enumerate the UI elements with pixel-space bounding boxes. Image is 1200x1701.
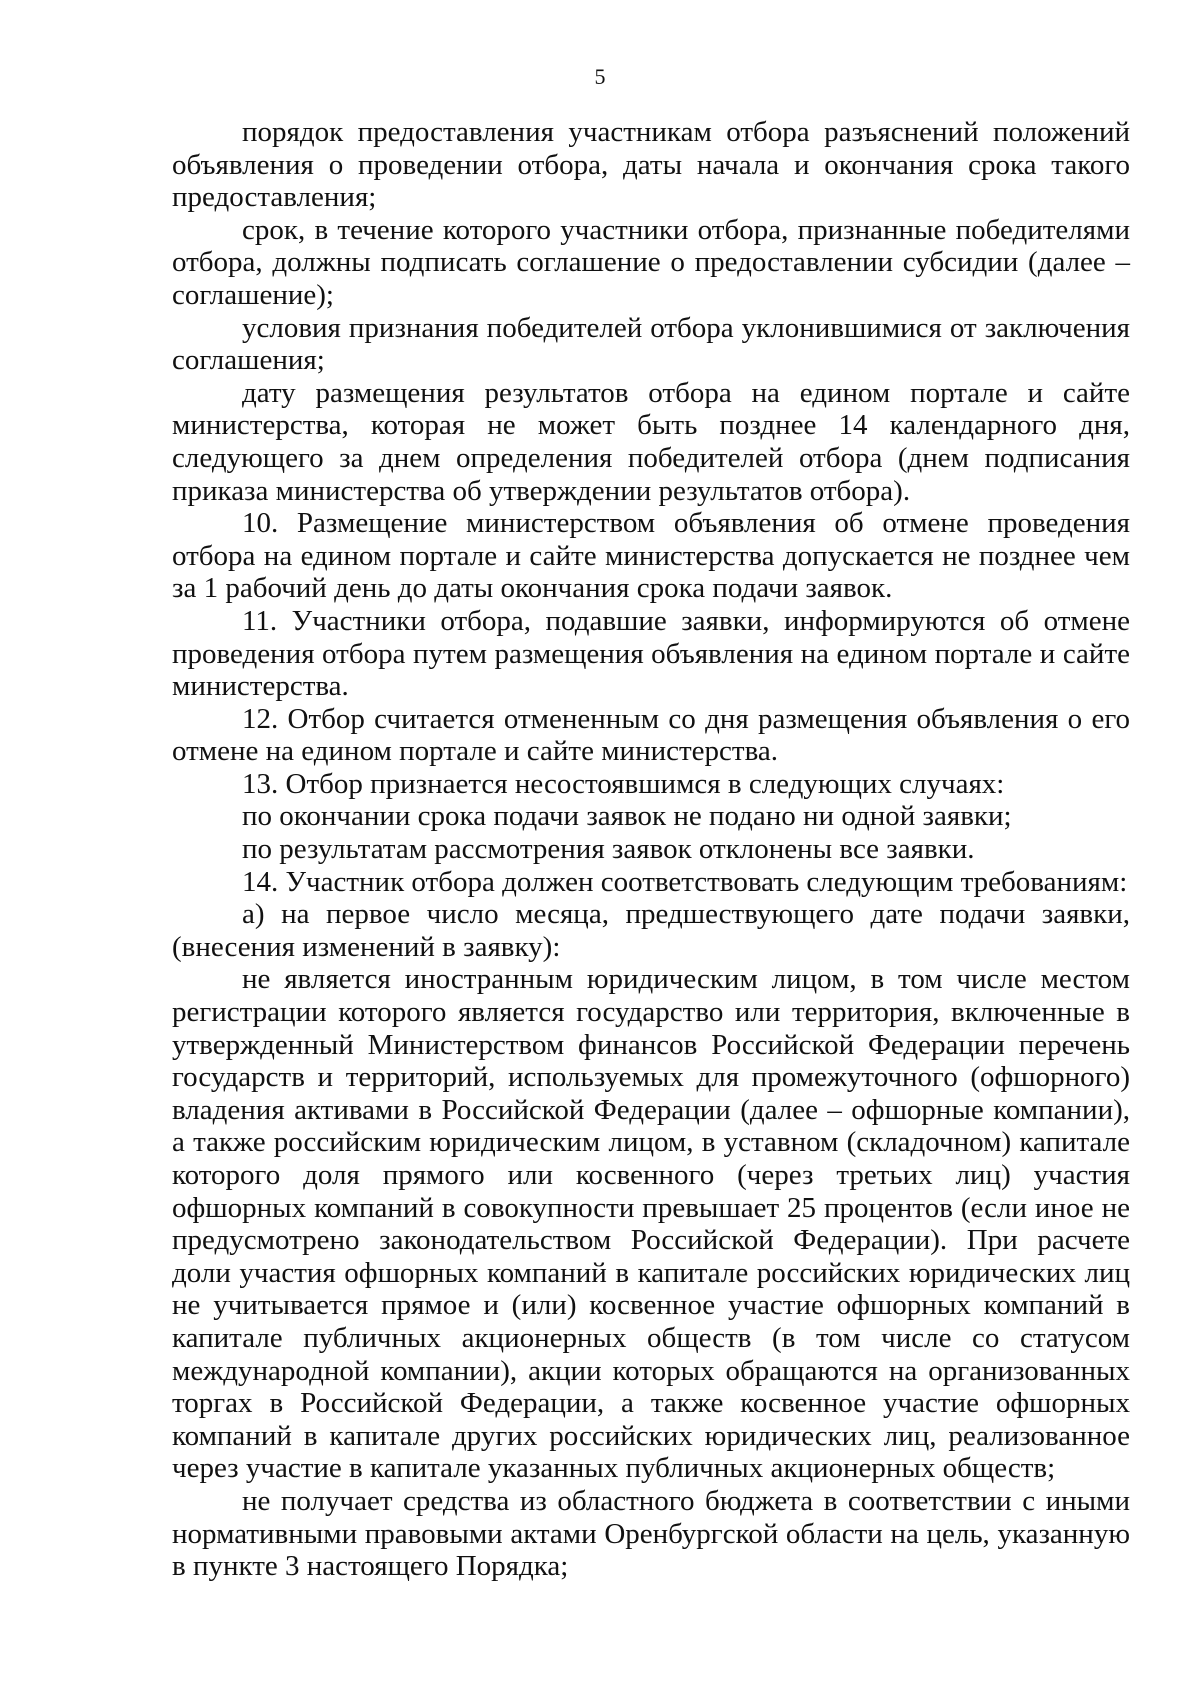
paragraph-clarification-order: порядок предоставления участникам отбора разъяснений положений объявления о проведении отбора, даты начала и окончания срока такого предоставления; (172, 116, 1130, 214)
paragraph-item-14: 14. Участник отбора должен соответствовать следующим требованиям: (242, 865, 1128, 898)
paragraph-item-14a: а) на первое число месяца, предшествующего дате подачи заявки, (внесения изменений в заявку): (172, 898, 1130, 963)
paragraph-item-13: 13. Отбор признается несостоявшимся в следующих случаях: (242, 767, 1005, 800)
paragraph-evasion-conditions: условия признания победителей отбора уклонившимися от заключения соглашения; (172, 311, 1130, 377)
paragraph-all-rejected: по результатам рассмотрения заявок отклонены все заявки. (242, 833, 975, 866)
paragraph-agreement-term: срок, в течение которого участники отбора, признанные победителями отбора, должны подписать соглашение о предоставлении субсидии (далее – соглашение); (172, 213, 1130, 311)
paragraph-results-date: дату размещения результатов отбора на едином портале и сайте министерства, которая не может быть позднее 14 календарного дня, следующего за днем определения победителей отбора (днем подписания приказа министерства об утверждении результатов отбора). (172, 376, 1130, 507)
paragraph-regional-budget: не получает средства из областного бюджета в соответствии с иными нормативными правовыми актами Оренбургской области на цель, указанную в пункте 3 настоящего Порядка; (172, 1484, 1130, 1583)
paragraph-item-12: 12. Отбор считается отмененным со дня размещения объявления о его отмене на едином портале и сайте министерства. (172, 702, 1130, 768)
paragraph-item-10: 10. Размещение министерством объявления об отмене проведения отбора на едином портале и сайте министерства допускается не позднее чем за 1 рабочий день до даты окончания срока подачи заявок. (172, 507, 1130, 605)
paragraph-no-applications: по окончании срока подачи заявок не подано ни одной заявки; (242, 800, 1012, 833)
paragraph-offshore-requirement: не является иностранным юридическим лицом, в том числе местом регистрации которого является государство или территория, включенные в утвержденный Министерством финансов Российской Федерации перечень государств и территорий, используемых для промежуточного (офшорного) владения активами в Российской Федерации (далее – офшорные компании), а также российским юридическим лицом, в уставном (складочном) капитале которого доля прямого или косвенного (через третьих лиц) участия офшорных компаний в совокупности превышает 25 процентов (если иное не предусмотрено законодательством Российской Федерации). При расчете доли участия офшорных компаний в капитале российских юридических лиц не учитывается прямое и (или) косвенное участие офшорных компаний в капитале публичных акционерных обществ (в том числе со статусом международной компании), акции которых обращаются на организованных торгах в Российской Федерации, а также косвенное участие офшорных компаний в капитале других российских юридических лиц, реализованное через участие в капитале указанных публичных акционерных обществ; (172, 963, 1130, 1485)
paragraph-item-11: 11. Участники отбора, подавшие заявки, информируются об отмене проведения отбора путем размещения объявления на едином портале и сайте министерства. (172, 604, 1130, 703)
page-number: 5 (594, 64, 606, 89)
document-body (172, 116, 1130, 1583)
